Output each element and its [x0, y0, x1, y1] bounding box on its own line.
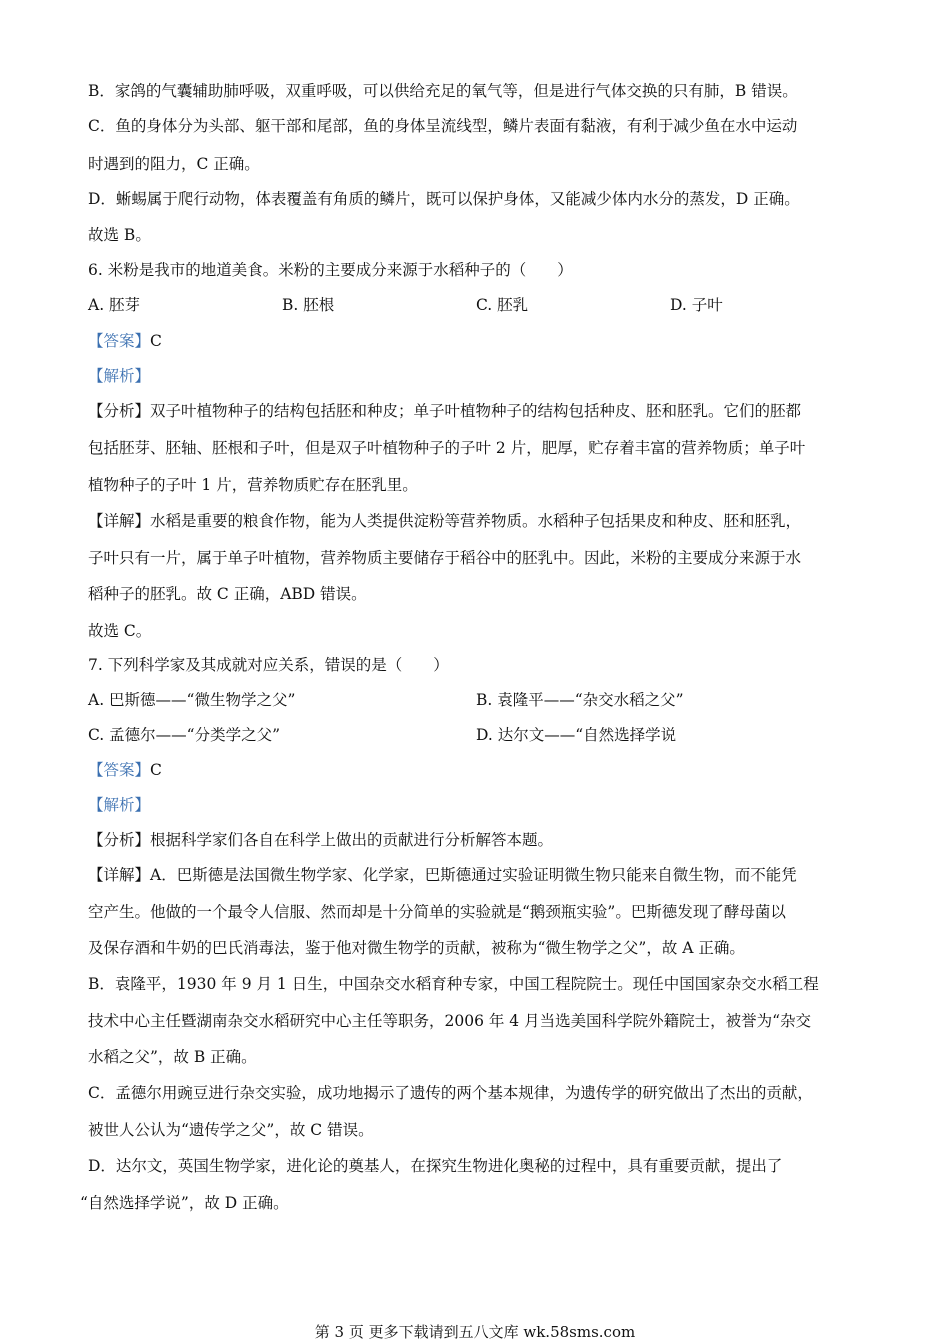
option-c: C. 胚乳	[476, 296, 529, 314]
fenxi-line: 包括胚芽、胚轴、胚根和子叶，但是双子叶植物种子的子叶 2 片，肥厚，贮存着丰富的营养物质；单子叶	[88, 439, 806, 457]
xiangjie-line: 技术中心主任暨湖南杂交水稻研究中心主任等职务，2006 年 4 月当选美国科学院外籍院士，被誉为“杂交	[88, 1012, 812, 1030]
xiangjie-text: A．巴斯德是法国微生物学家、化学家，巴斯德通过实验证明微生物只能来自微生物，而不能凭	[150, 866, 797, 884]
option-b: B. 胚根	[282, 296, 335, 314]
xiangjie-line	[88, 864, 797, 886]
option-d: D. 达尔文——“自然选择学说	[476, 726, 677, 744]
fenxi-line	[88, 400, 801, 422]
analysis-tag: 【解析】	[88, 367, 151, 385]
paragraph-line: 时遇到的阻力，C 正确。	[88, 155, 260, 173]
xiangjie-line: 及保存酒和牛奶的巴氏消毒法，鉴于他对微生物学的贡献，被称为“微生物学之父”，故 A 正确。	[88, 939, 745, 957]
xiangjie-line: C．孟德尔用豌豆进行杂交实验，成功地揭示了遗传的两个基本规律，为遗传学的研究做出了杰出的贡献，	[88, 1084, 813, 1102]
analysis-line	[88, 365, 150, 387]
question-6: 6. 米粉是我市的地道美食。米粉的主要成分来源于水稻种子的（ ）	[88, 261, 573, 279]
xiangjie-tag: 【详解】	[88, 512, 151, 530]
answer-tag: 【答案】	[88, 761, 151, 779]
xiangjie-line	[88, 510, 801, 532]
option-b: B. 袁隆平——“杂交水稻之父”	[476, 691, 684, 709]
paragraph-line: D．蜥蜴属于爬行动物，体表覆盖有角质的鳞片，既可以保护身体，又能减少体内水分的蒸发，D 正确。	[88, 190, 800, 208]
xiangjie-line: D．达尔文，英国生物学家，进化论的奠基人，在探究生物进化奥秘的过程中，具有重要贡献，提出了	[88, 1157, 783, 1175]
answer-value: C	[150, 332, 162, 350]
option-d: D. 子叶	[670, 296, 723, 314]
fenxi-line	[88, 829, 553, 851]
answer-line	[88, 759, 162, 781]
option-a: A. 胚芽	[88, 296, 141, 314]
xiangjie-line: “自然选择学说”，故 D 正确。	[80, 1194, 289, 1212]
paragraph-line: C．鱼的身体分为头部、躯干部和尾部，鱼的身体呈流线型，鳞片表面有黏液，有利于减少鱼在水中运动	[88, 117, 798, 135]
xiangjie-line: 稻种子的胚乳。故 C 正确，ABD 错误。	[88, 585, 367, 603]
fenxi-tag: 【分析】	[88, 831, 151, 849]
answer-tag: 【答案】	[88, 332, 151, 350]
question-7: 7. 下列科学家及其成就对应关系，错误的是（ ）	[88, 656, 449, 674]
xiangjie-line: B．袁隆平，1930 年 9 月 1 日生，中国杂交水稻育种专家，中国工程院院士。现任中国国家杂交水稻工程	[88, 975, 819, 993]
fenxi-text: 双子叶植物种子的结构包括胚和种皮；单子叶植物种子的结构包括种皮、胚和胚乳。它们的胚都	[150, 402, 802, 420]
fenxi-tag: 【分析】	[88, 402, 151, 420]
analysis-line	[88, 794, 150, 816]
option-c: C. 孟德尔——“分类学之父”	[88, 726, 281, 744]
answer-value: C	[150, 761, 162, 779]
xiangjie-line: 空产生。他做的一个最令人信服、然而却是十分简单的实验就是“鹅颈瓶实验”。巴斯德发现了酵母菌以	[88, 903, 786, 921]
conclusion-line: 故选 C。	[88, 622, 152, 640]
xiangjie-text: 水稻是重要的粮食作物，能为人类提供淀粉等营养物质。水稻种子包括果皮和种皮、胚和胚乳，	[150, 512, 802, 530]
analysis-tag: 【解析】	[88, 796, 151, 814]
paragraph-line: B．家鸽的气囊辅助肺呼吸，双重呼吸，可以供给充足的氧气等，但是进行气体交换的只有肺，B 错误。	[88, 82, 798, 100]
fenxi-line: 植物种子的子叶 1 片，营养物质贮存在胚乳里。	[88, 476, 418, 494]
xiangjie-line: 被世人公认为“遗传学之父”，故 C 错误。	[88, 1121, 374, 1139]
xiangjie-line: 水稻之父”，故 B 正确。	[88, 1048, 257, 1066]
option-a: A. 巴斯德——“微生物学之父”	[88, 691, 296, 709]
xiangjie-tag: 【详解】	[88, 866, 151, 884]
fenxi-text: 根据科学家们各自在科学上做出的贡献进行分析解答本题。	[150, 831, 554, 849]
xiangjie-line: 子叶只有一片，属于单子叶植物，营养物质主要储存于稻谷中的胚乳中。因此，米粉的主要成分来源于水	[88, 549, 802, 567]
page-footer: 第 3 页 更多下载请到五八文库 wk.58sms.com	[314, 1323, 636, 1341]
answer-line	[88, 330, 162, 352]
paragraph-line: 故选 B。	[88, 226, 151, 244]
